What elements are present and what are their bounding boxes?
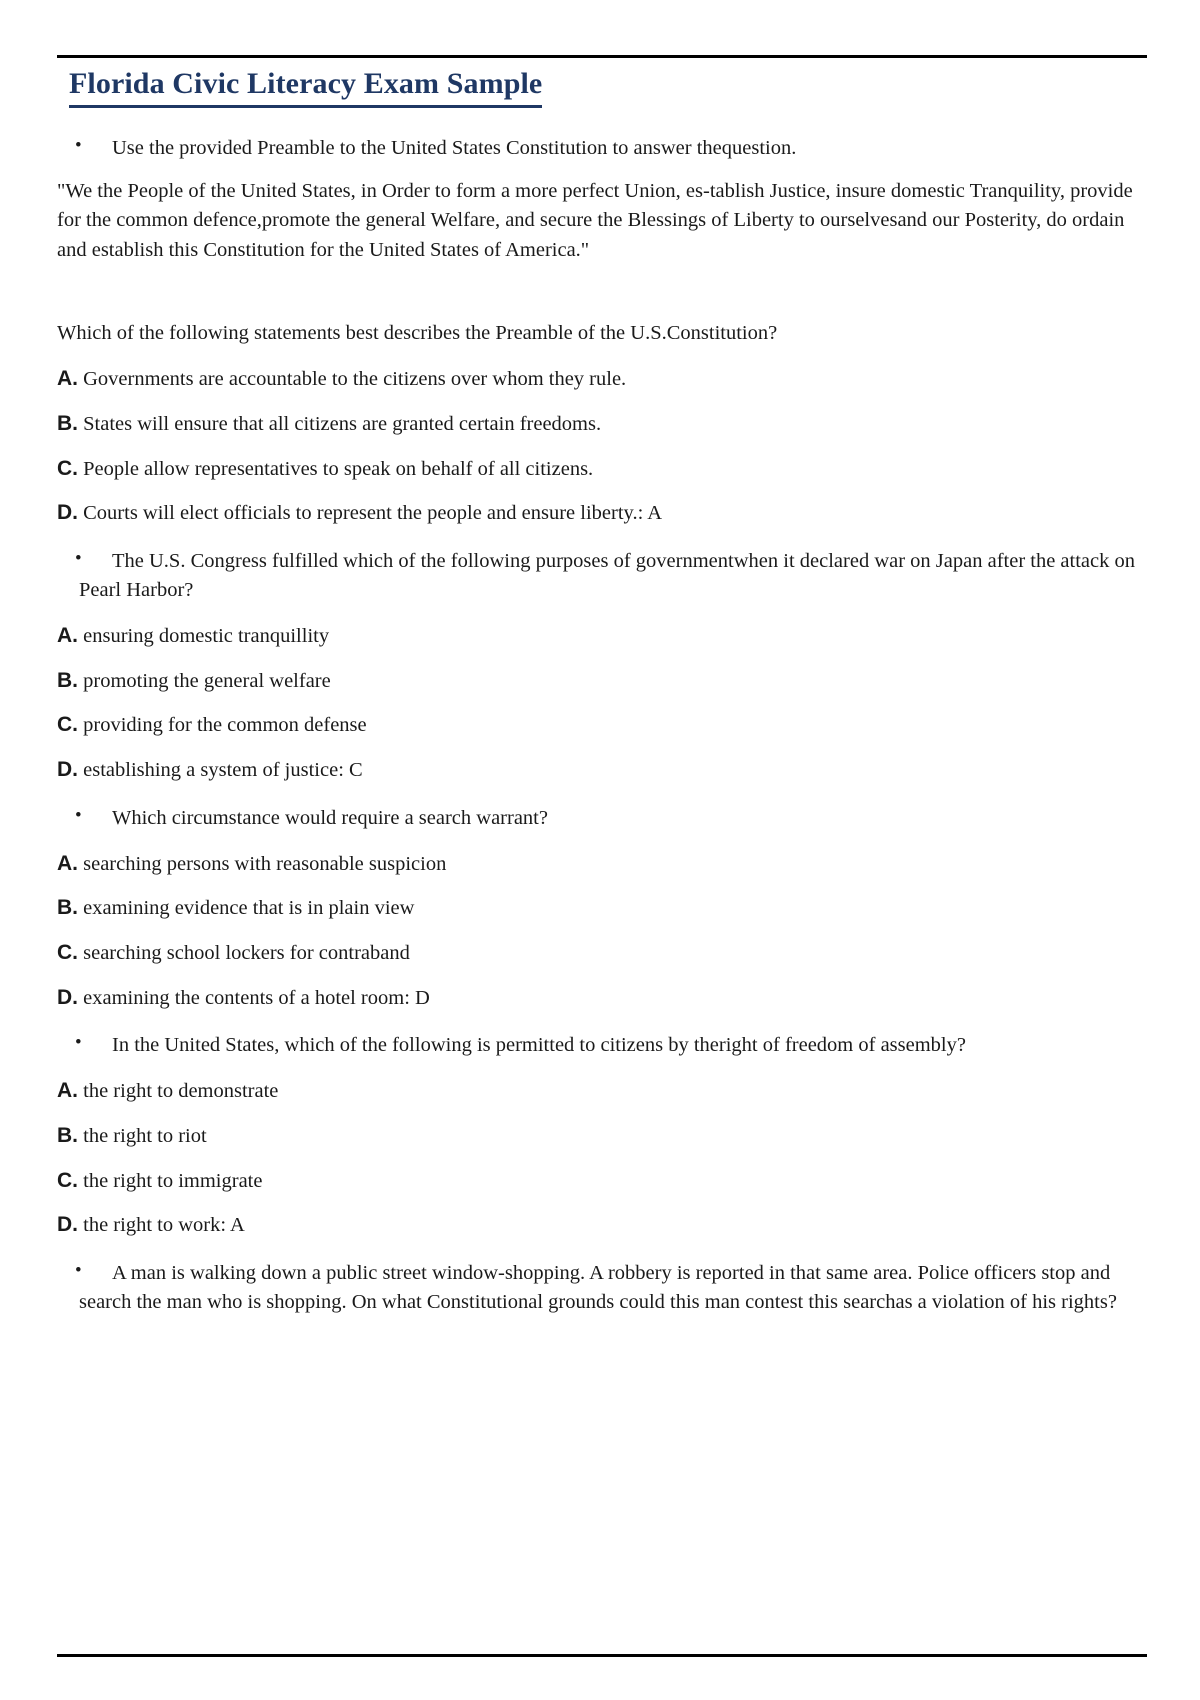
preamble-passage: "We the People of the United States, in Order to form a more perfect Union, es-tablish Justice, insure domestic Tranquility, provide for the common defence,promote the general Welfare, and secure the Blessings of Liberty to ourselvesand our Posterity, do ordain and establish this Constitution for the United States of America." [57, 179, 1133, 261]
answer-choice[interactable] [57, 667, 1147, 695]
page-title: Florida Civic Literacy Exam Sample [69, 66, 542, 108]
bullet-icon: • [75, 547, 82, 569]
instruction-bullet [57, 134, 1147, 163]
question-stem [79, 547, 1147, 605]
instruction-text [79, 134, 1147, 163]
choice-text: examining the contents of a hotel room: D [83, 986, 430, 1009]
choice-letter: C. [57, 713, 78, 737]
bullet-icon: • [75, 1260, 82, 1282]
answer-choice[interactable] [57, 455, 1147, 483]
question-bullet [57, 1031, 1147, 1060]
question-stem-label: A man is walking down a public street window-shopping. A robbery is reported in that same area. Police officers stop and search the man who is shopping. On what Constitutional grounds could this man contest this searchas a violation of his rights? [79, 1262, 1117, 1314]
choice-letter: C. [57, 456, 78, 480]
answer-choice[interactable] [57, 410, 1147, 438]
answer-choice[interactable] [57, 622, 1147, 650]
bullet-icon: • [75, 134, 82, 156]
answer-choice[interactable] [57, 850, 1147, 878]
choice-letter: B. [57, 1124, 78, 1148]
footer-rule [57, 1654, 1147, 1657]
answer-choice[interactable] [57, 984, 1147, 1012]
question-bullet [57, 547, 1147, 605]
answer-choice[interactable] [57, 1077, 1147, 1105]
choice-text: the right to immigrate [83, 1169, 263, 1192]
answer-choice[interactable] [57, 939, 1147, 967]
answer-choice[interactable] [57, 499, 1147, 527]
question-block [57, 1031, 1147, 1239]
question-block [57, 547, 1147, 784]
question-stem: Which of the following statements best describes the Preamble of the U.S.Constitution? [57, 322, 778, 345]
choice-letter: D. [57, 758, 78, 782]
choice-letter: B. [57, 668, 78, 692]
document-body [57, 66, 1147, 1317]
choice-text: examining evidence that is in plain view [83, 897, 415, 920]
choice-text: ensuring domestic tranquillity [83, 625, 330, 648]
passage-spacer [57, 265, 1147, 319]
choice-text: providing for the common defense [83, 714, 367, 737]
choice-letter: A. [57, 851, 78, 875]
question-stem-label: The U.S. Congress fulfilled which of the following purposes of governmentwhen it declared war on Japan after the attack on Pearl Harbor? [79, 549, 1135, 602]
choice-letter: D. [57, 501, 78, 525]
question-block [57, 804, 1147, 1012]
question-block [57, 1259, 1147, 1317]
header-rule [57, 55, 1147, 58]
instruction-label: Use the provided Preamble to the United States Constitution to answer thequestion. [112, 136, 797, 159]
choice-letter: A. [57, 1079, 78, 1103]
answer-choice[interactable] [57, 1211, 1147, 1239]
choice-text: Governments are accountable to the citizens over whom they rule. [83, 368, 627, 391]
choice-text: establishing a system of justice: C [83, 759, 363, 782]
choice-text: the right to riot [83, 1125, 207, 1148]
choice-text: promoting the general welfare [83, 669, 331, 692]
choice-letter: D. [57, 1213, 78, 1237]
choice-text: Courts will elect officials to represent the people and ensure liberty.: A [83, 502, 663, 525]
choice-letter: B. [57, 412, 78, 435]
choice-letter: A. [57, 624, 78, 648]
page-title-wrapper [57, 66, 1147, 114]
question-stem [79, 1259, 1147, 1317]
choice-letter: D. [57, 985, 78, 1009]
question-bullet [57, 804, 1147, 833]
choice-text: searching school lockers for contraband [83, 942, 410, 965]
choice-letter: C. [57, 941, 78, 965]
choice-letter: A. [57, 367, 78, 391]
question-stem [79, 804, 1147, 833]
question-block [57, 319, 1147, 527]
choice-text: States will ensure that all citizens are granted certain freedoms. [83, 413, 602, 435]
answer-choice[interactable] [57, 365, 1147, 393]
choice-text: the right to demonstrate [83, 1080, 279, 1103]
choice-letter: B. [57, 896, 78, 920]
answer-choice[interactable] [57, 711, 1147, 739]
answer-choice[interactable] [57, 1167, 1147, 1195]
bullet-icon: • [75, 804, 82, 826]
choice-text: the right to work: A [83, 1214, 245, 1237]
question-stem [79, 1031, 1147, 1060]
question-bullet [57, 1259, 1147, 1317]
choice-text: searching persons with reasonable suspicion [83, 852, 447, 875]
answer-choice[interactable] [57, 1122, 1147, 1150]
question-stem-label: Which circumstance would require a search warrant? [112, 806, 548, 829]
bullet-icon: • [75, 1032, 82, 1054]
answer-choice[interactable] [57, 756, 1147, 784]
question-stem-label: In the United States, which of the following is permitted to citizens by theright of freedom of assembly? [112, 1034, 966, 1057]
choice-text: People allow representatives to speak on behalf of all citizens. [83, 457, 594, 480]
answer-choice[interactable] [57, 894, 1147, 922]
choice-letter: C. [57, 1168, 78, 1192]
